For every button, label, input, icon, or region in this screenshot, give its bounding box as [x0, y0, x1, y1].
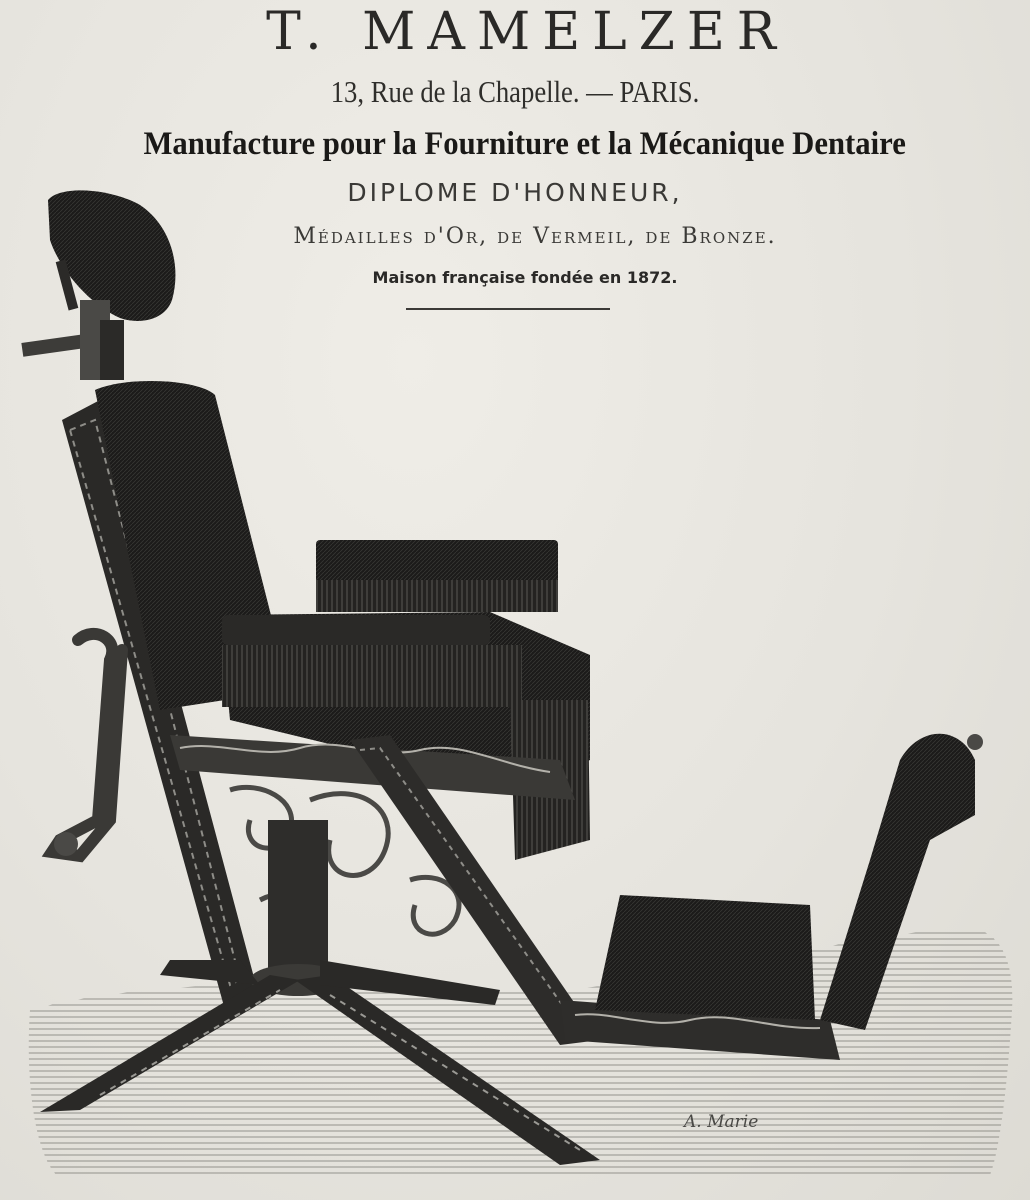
business-line: Manufacture pour la Fourniture et la Mécanique Dentaire [143, 126, 906, 162]
footrest-platform [595, 895, 815, 1020]
company-address: 13, Rue de la Chapelle. — PARIS. [330, 74, 700, 109]
founding-note: Maison française fondée en 1872. [372, 268, 678, 287]
award-diploma: DIPLOME D'HONNEUR, [347, 178, 683, 207]
company-name: T. MAMELZER [266, 2, 788, 62]
crank-handle [52, 634, 122, 856]
pedestal [268, 820, 328, 980]
engraver-signature: A. Marie [684, 1112, 759, 1132]
award-medals: Médailles d'Or, de Vermeil, de Bronze. [293, 224, 777, 249]
